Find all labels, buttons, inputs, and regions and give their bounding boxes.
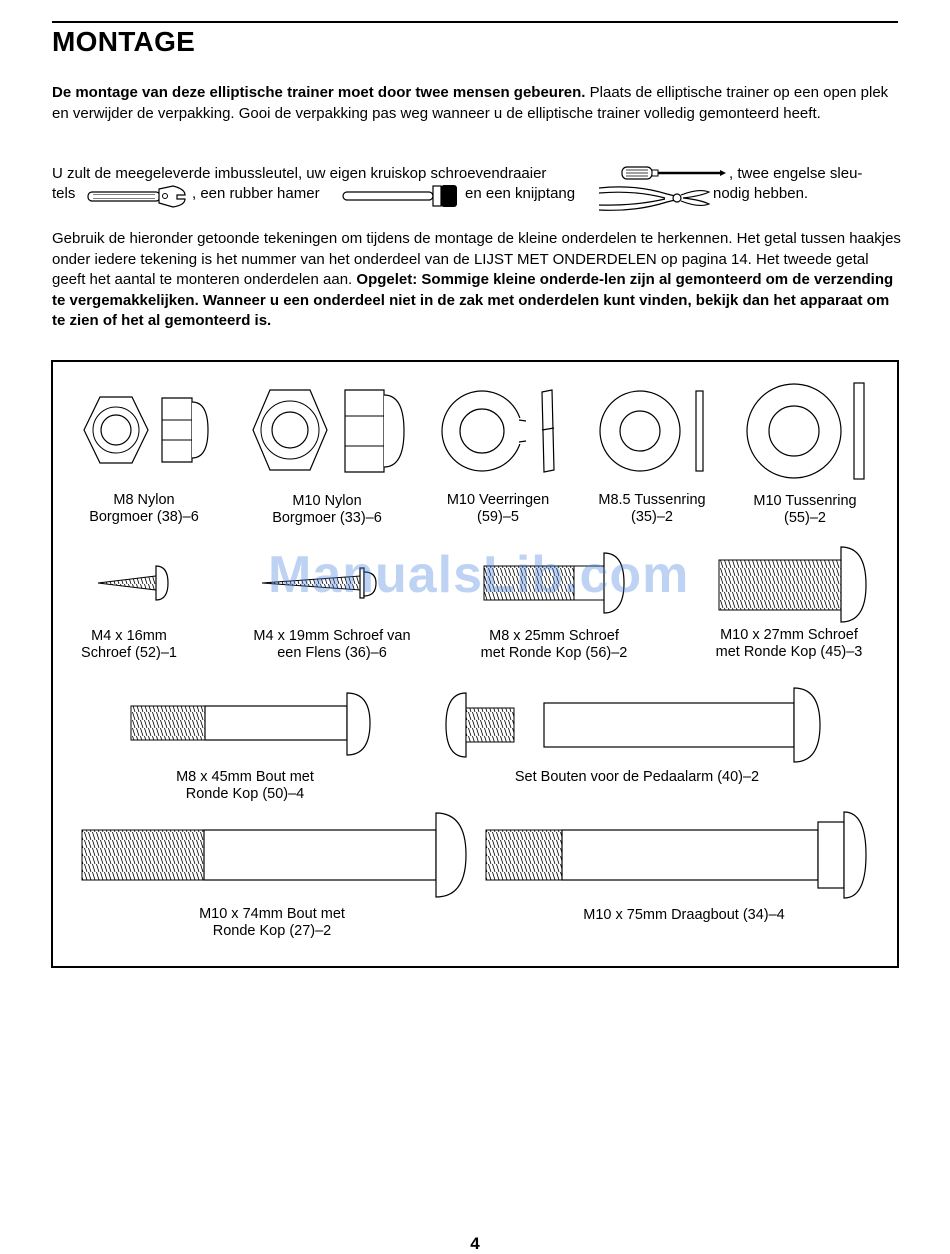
tools-text-3: tels	[52, 185, 76, 202]
part-label: M10 x 75mm Draagbout (34)–4	[583, 907, 785, 923]
intro-bold: De montage van deze elliptische trainer moet door twee mensen gebeuren.	[52, 84, 586, 101]
part-label: M10 x 74mm Bout met Ronde Kop (27)–2	[199, 906, 345, 939]
m10-nylon-locknut-drawing	[253, 390, 404, 472]
m10-75mm-carriage-bolt-drawing	[486, 812, 866, 898]
part-label: M10 Nylon Borgmoer (33)–6	[272, 493, 382, 526]
instructions-text: Gebruik de hieronder getoonde tekeningen om tijdens de montage de kleine onderdelen te herkennen. Het getal tussen haakjes onder iedere tekening is het nummer van het onderdeel van de LIJST MET ONDERDELEN op pagina 14. Het tweede getal geeft het aantal te monteren onderdelen aan.	[52, 230, 901, 288]
m8-5-washer-drawing	[600, 391, 703, 471]
tools-text-4: , een rubber hamer	[192, 185, 320, 202]
tools-text-6: nodig hebben.	[713, 185, 809, 202]
m10-74mm-bolt-drawing	[82, 813, 466, 897]
pedal-arm-bolt-set-drawing	[446, 688, 820, 762]
m10-washer-drawing	[747, 383, 864, 479]
m8-45mm-bolt-drawing	[131, 693, 370, 755]
part-label: M8 Nylon Borgmoer (38)–6	[89, 492, 199, 525]
part-label: Set Bouten voor de Pedaalarm (40)–2	[514, 769, 760, 785]
m10-27mm-round-head-screw-drawing	[719, 547, 866, 622]
m10-spring-washer-drawing	[442, 390, 554, 472]
tools-text-2: , twee engelse sleu-	[729, 165, 863, 182]
part-label: M8 x 25mm Schroef met Ronde Kop (56)–2	[480, 628, 628, 661]
watermark: ManualsLib.com	[268, 546, 690, 604]
m8-nylon-locknut-drawing	[84, 397, 208, 463]
part-label: M10 Tussenring (55)–2	[753, 493, 857, 526]
tools-text-1: U zult de meegeleverde imbussleutel, uw eigen kruiskop schroevendraaier	[52, 165, 547, 182]
part-label: M10 Veerringen (59)–5	[446, 492, 550, 525]
part-label: M4 x 19mm Schroef van een Flens (36)–6	[253, 628, 411, 661]
part-label: M4 x 16mm Schroef (52)–1	[81, 628, 177, 661]
page-number: 4	[470, 1234, 480, 1253]
part-label: M8 x 45mm Bout met Ronde Kop (50)–4	[176, 769, 314, 802]
intro-text: Plaats de elliptische trainer op een open plek en verwijder de verpakking. Gooi de verpakking pas weg wanneer u de elliptische trainer volledig gemonteerd heeft.	[52, 84, 889, 122]
m4-16mm-screw-drawing	[98, 566, 168, 600]
instructions-warning: Opgelet: Sommige kleine onderde-len zijn al gemonteerd om de verzending te vergemakkelijken. Wanneer u een onderdeel niet in de zak met onderdelen kunt vinden, bekijk dan het apparaat om te zien of het al gemonteerd is.	[52, 271, 894, 329]
page-title: MONTAGE	[52, 26, 196, 57]
part-label: M8.5 Tussenring (35)–2	[598, 492, 706, 525]
part-label: M10 x 27mm Schroef met Ronde Kop (45)–3	[715, 627, 863, 660]
tools-text-5: en een knijptang	[465, 185, 576, 202]
